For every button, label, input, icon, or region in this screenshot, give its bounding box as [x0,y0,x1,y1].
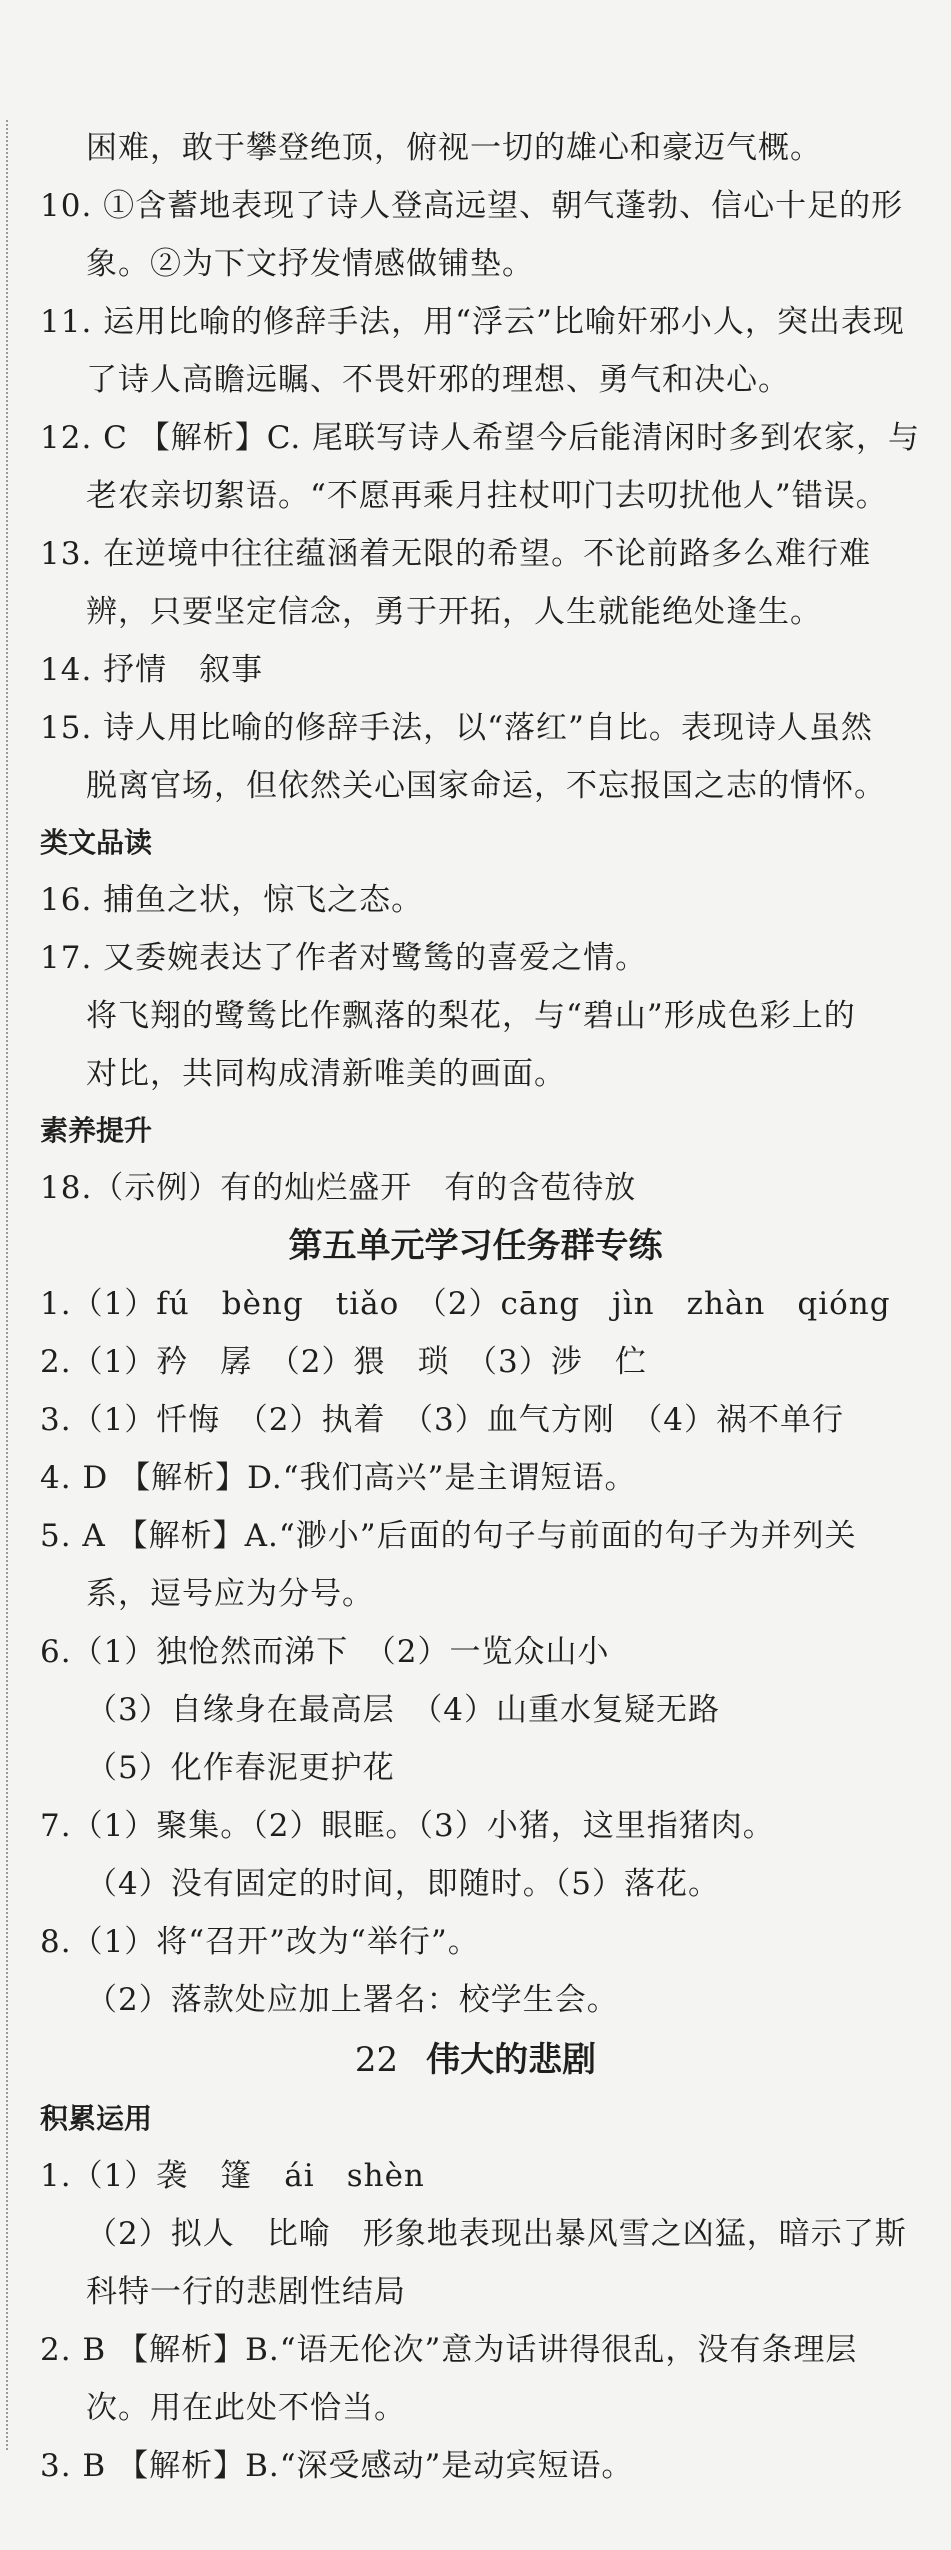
answer-line: 对比，共同构成清新唯美的画面。 [86,1056,566,1092]
unit-answer-3: 3.（1）忏悔 （2）执着 （3）血气方刚 （4）祸不单行 [40,1402,844,1438]
answer-18: 18.（示例）有的灿烂盛开 有的含苞待放 [40,1170,637,1206]
lesson-answer-2: 2. B 【解析】B.“语无伦次”意为话讲得很乱，没有条理层 [40,2332,858,2368]
answer-15: 15. 诗人用比喻的修辞手法，以“落红”自比。表现诗人虽然 [40,710,873,746]
answer-13: 13. 在逆境中往往蕴涵着无限的希望。不论前路多么难行难 [40,536,872,572]
answer-line: （4）没有固定的时间，即随时。（5）落花。 [86,1866,720,1902]
answer-line: （5）化作春泥更护花 [86,1750,395,1786]
answer-line: 次。用在此处不恰当。 [86,2390,406,2426]
binding-dotted-line [6,120,8,2450]
answer-line: （2）落款处应加上署名：校学生会。 [86,1982,619,2018]
unit-answer-5: 5. A 【解析】A.“渺小”后面的句子与前面的句子为并列关 [40,1518,857,1554]
section-heading-leiwen: 类文品读 [40,826,153,859]
unit-title: 第五单元学习任务群专练 [288,1226,663,1266]
section-heading-jilei: 积累运用 [40,2102,153,2135]
answer-11: 11. 运用比喻的修辞手法，用“浮云”比喻奸邪小人，突出表现 [40,304,905,340]
unit-answer-2: 2.（1）矜 孱 （2）猥 琐 （3）涉 伫 [40,1344,647,1380]
answer-12: 12. C 【解析】C. 尾联写诗人希望今后能清闲时多到农家，与 [40,420,921,456]
answer-line: （2）拟人 比喻 形象地表现出暴风雪之凶猛，暗示了斯 [86,2216,907,2252]
answer-line: 象。②为下文抒发情感做铺垫。 [86,246,534,282]
unit-answer-8: 8.（1）将“召开”改为“举行”。 [40,1924,480,1960]
answer-16: 16. 捕鱼之状，惊飞之态。 [40,882,424,918]
unit-answer-6: 6.（1）独怆然而涕下 （2）一览众山小 [40,1634,610,1670]
unit-answer-4: 4. D 【解析】D.“我们高兴”是主谓短语。 [40,1460,637,1496]
lesson-name: 伟大的悲剧 [426,2040,597,2080]
answer-line: 了诗人高瞻远瞩、不畏奸邪的理想、勇气和决心。 [86,362,790,398]
answer-line: 困难，敢于攀登绝顶，俯视一切的雄心和豪迈气概。 [86,130,822,166]
answer-line: 将飞翔的鹭鸶比作飘落的梨花，与“碧山”形成色彩上的 [86,998,856,1034]
answer-17: 17. 又委婉表达了作者对鹭鸶的喜爱之情。 [40,940,648,976]
answer-line: 老农亲切絮语。“不愿再乘月拄杖叩门去叨扰他人”错误。 [86,478,888,514]
answer-line: 系，逗号应为分号。 [86,1576,374,1612]
section-heading-suyang: 素养提升 [40,1114,153,1147]
answer-line: 脱离官场，但依然关心国家命运，不忘报国之志的情怀。 [86,768,886,804]
lesson-number: 22 [354,2040,399,2080]
lesson-title [0,2038,951,2082]
unit-answer-1: 1.（1）fú bèng tiǎo （2）cāng jìn zhàn qióng [40,1286,891,1322]
answer-14: 14. 抒情 叙事 [40,652,264,688]
answer-line: （3）自缘身在最高层 （4）山重水复疑无路 [86,1692,720,1728]
answer-line: 科特一行的悲剧性结局 [86,2274,406,2310]
answer-line: 辨，只要坚定信念，勇于开拓，人生就能绝处逢生。 [86,594,822,630]
answer-10: 10. ①含蓄地表现了诗人登高远望、朝气蓬勃、信心十足的形 [40,188,904,224]
lesson-answer-1: 1.（1）袭 篷 ái shèn [40,2158,425,2194]
lesson-answer-3: 3. B 【解析】B.“深受感动”是动宾短语。 [40,2448,634,2484]
unit-answer-7: 7.（1）聚集。（2）眼眶。（3）小猪，这里指猪肉。 [40,1808,775,1844]
